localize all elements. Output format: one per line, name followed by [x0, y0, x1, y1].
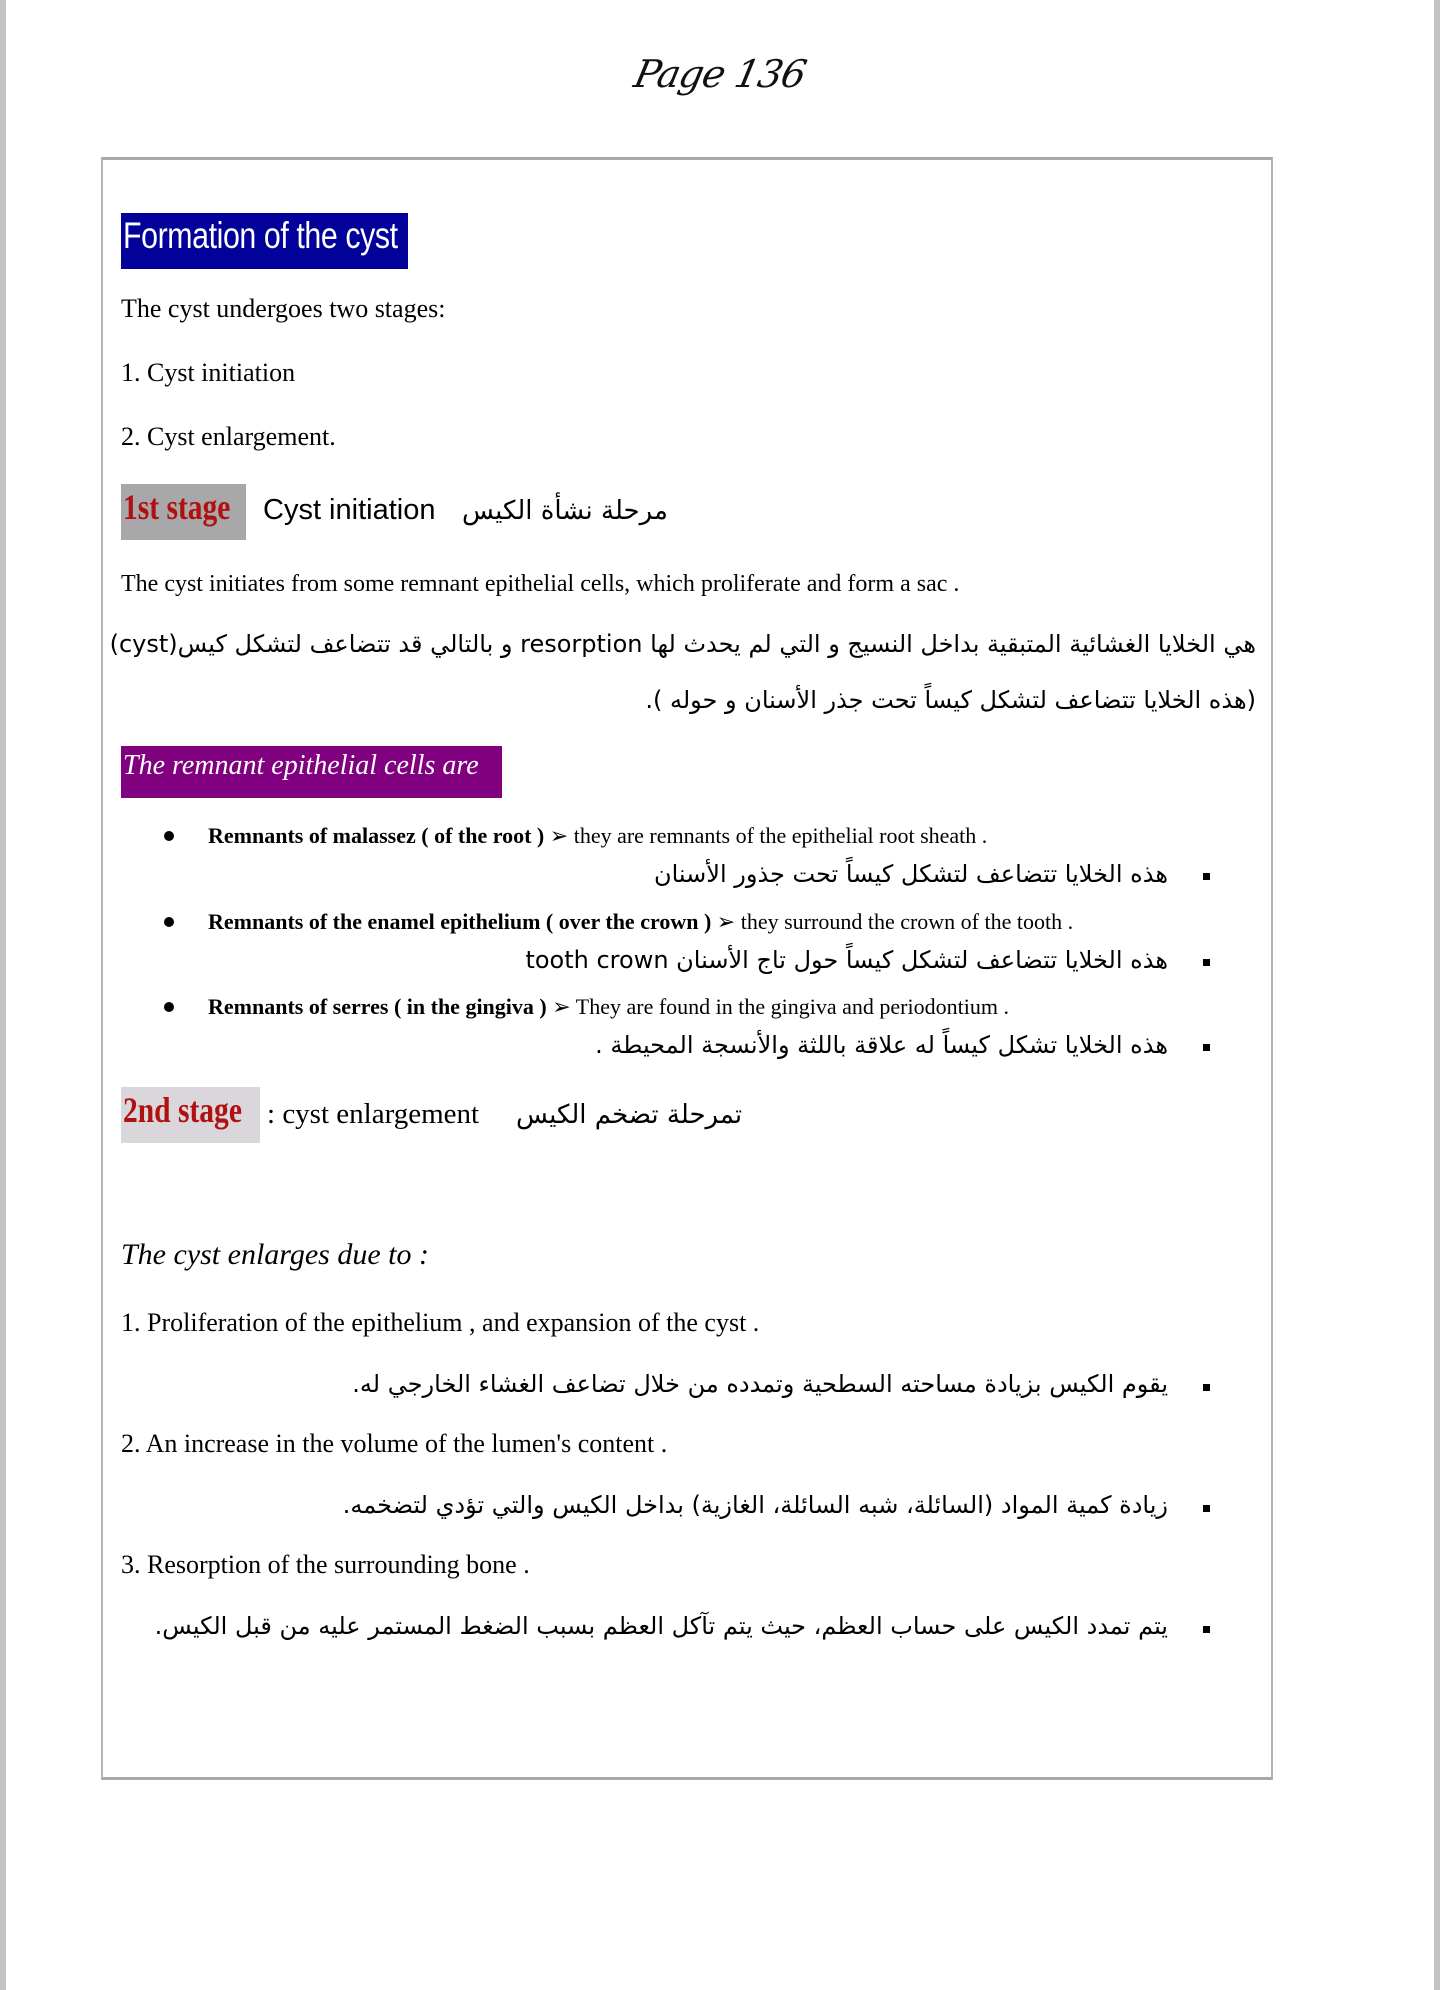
intro-lead: The cyst undergoes two stages: — [121, 294, 446, 323]
stage2-label-text: 2nd stage — [123, 1090, 242, 1130]
intro-stage-1: 1. Cyst initiation — [121, 358, 296, 387]
arrow-right-icon: ➢ — [549, 824, 569, 849]
remnant-arabic: هذه الخلايا تشكل كيساً له علاقة باللثة والأنسجة المحيطة . — [595, 1031, 1168, 1059]
cause-item: 3. Resorption of the surrounding bone . — [121, 1550, 530, 1579]
stage1-heading-en: Cyst initiation — [263, 494, 436, 526]
section-title-text: Formation of the cyst — [123, 215, 398, 256]
square-bullet-icon — [1203, 1044, 1210, 1051]
remnant-arabic: هذه الخلايا تتضاعف لتشكل كيساً تحت جذور الأسنان — [653, 860, 1168, 888]
square-bullet-icon — [1203, 1384, 1210, 1391]
remnant-description: They are found in the gingiva and periodontium . — [575, 994, 1009, 1019]
viewer-edge-right — [1434, 0, 1440, 1990]
stage2-heading-ar: تمرحلة تضخم الكيس — [516, 1100, 743, 1130]
remnant-name: Remnants of malassez ( of the root ) — [208, 823, 545, 848]
cause-arabic: يقوم الكيس بزيادة مساحته السطحية وتمدده من خلال تضاعف الغشاء الخارجي له. — [352, 1370, 1168, 1398]
square-bullet-icon — [1203, 1626, 1210, 1633]
bullet-dot-icon — [164, 831, 174, 841]
remnant-description: they surround the crown of the tooth . — [740, 909, 1074, 934]
viewer-edge-left — [0, 0, 6, 1990]
stage2-label — [121, 1087, 260, 1143]
square-bullet-icon — [1203, 873, 1210, 880]
enlarges-heading: The cyst enlarges due to : — [121, 1238, 429, 1271]
stage2-heading — [267, 1098, 479, 1131]
page-number: Page 136 — [630, 52, 810, 96]
stage1-description: The cyst initiates from some remnant epithelial cells, which proliferate and form a sac . — [121, 571, 960, 597]
stage1-label — [121, 484, 246, 540]
remnant-arabic: هذه الخلايا تتضاعف لتشكل كيساً حول تاج الأسنان tooth crown — [525, 946, 1168, 974]
remnant-description: they are remnants of the epithelial root sheath . — [573, 823, 988, 848]
stage1-heading-ar: مرحلة نشأة الكيس — [462, 496, 668, 526]
stage2-separator: : — [267, 1098, 276, 1130]
remnant-name: Remnants of serres ( in the gingiva ) — [208, 994, 547, 1019]
square-bullet-icon — [1203, 1505, 1210, 1512]
remnant-item — [208, 994, 1009, 1020]
cause-arabic: يتم تمدد الكيس على حساب العظم، حيث يتم تآكل العظم بسبب الضغط المستمر عليه من قبل الكيس. — [154, 1612, 1168, 1640]
arrow-right-icon: ➢ — [552, 995, 571, 1020]
stage1-arabic-note-1: هي الخلايا الغشائية المتبقية بداخل النسيج و التي لم يحدث لها resorption و بالتالي قد تتضاعف لتشكل كيس(cyst) — [109, 630, 1256, 658]
arrow-right-icon: ➢ — [716, 910, 736, 935]
square-bullet-icon — [1203, 959, 1210, 966]
bullet-dot-icon — [164, 1002, 174, 1012]
cause-item: 2. An increase in the volume of the lumen's content . — [121, 1429, 668, 1458]
stage1-arabic-note-2: (هذه الخلايا تتضاعف لتشكل كيساً تحت جذر الأسنان و حوله ). — [645, 686, 1256, 714]
section-title — [121, 213, 408, 269]
intro-stage-2: 2. Cyst enlargement. — [121, 422, 336, 451]
remnant-item — [208, 823, 987, 849]
cause-arabic: زيادة كمية المواد (السائلة، شبه السائلة، الغازية) بداخل الكيس والتي تؤدي لتضخمه. — [342, 1491, 1168, 1519]
bullet-dot-icon — [164, 917, 174, 927]
remnant-item — [208, 909, 1073, 935]
remnant-name: Remnants of the enamel epithelium ( over the crown ) — [208, 909, 712, 934]
remnant-heading: The remnant epithelial cells are — [121, 746, 502, 798]
cause-item: 1. Proliferation of the epithelium , and expansion of the cyst . — [121, 1308, 760, 1337]
stage1-label-text: 1st stage — [123, 487, 231, 527]
stage2-heading-en: cyst enlargement — [282, 1098, 480, 1130]
